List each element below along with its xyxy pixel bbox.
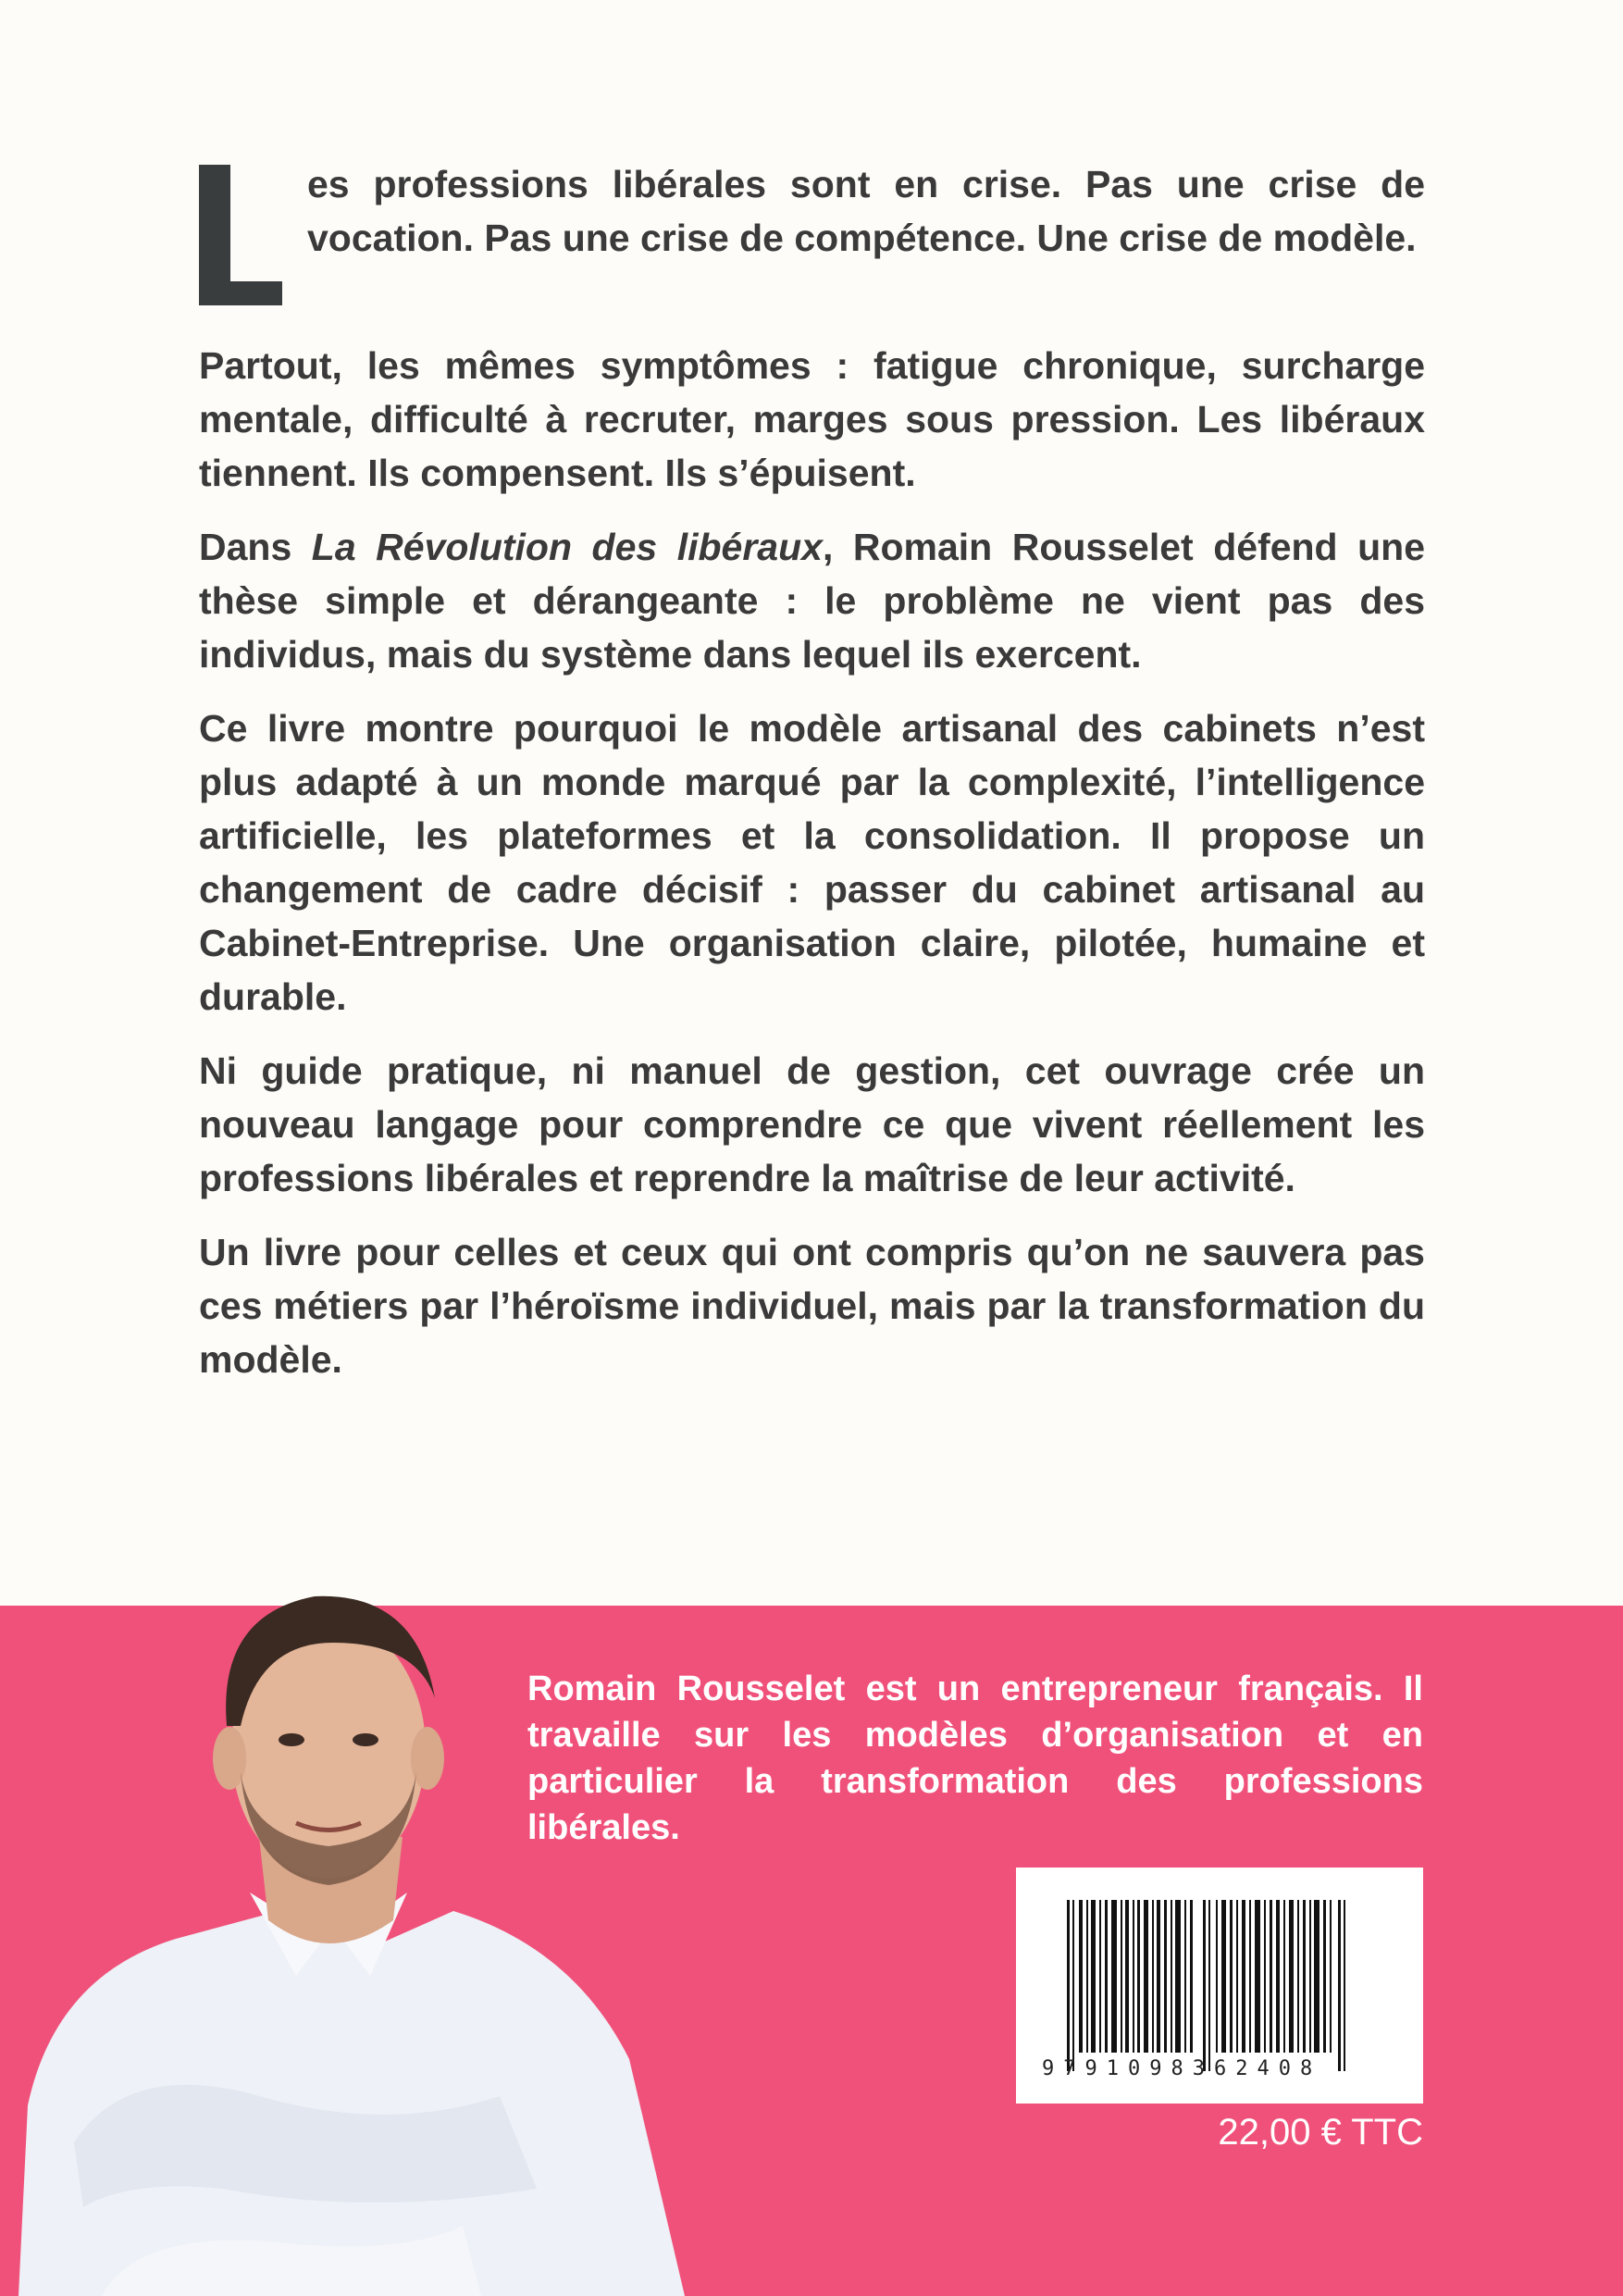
paragraph-symptoms: Partout, les mêmes symptômes : fatigue chronique, surcharge mentale, difficulté à recruter, marges sous pression. Les libéraux tiennent. Ils compensent. Ils s’épuisent. — [199, 344, 1425, 494]
isbn-digits: 9791098362408 — [1042, 2057, 1322, 2080]
book-title: La Révolution des libéraux — [311, 526, 823, 568]
price-label: 22,00 € TTC — [1218, 2112, 1423, 2153]
paragraph-thesis: Dans La Révolution des libéraux, Romain Rousselet défend une thèse simple et dérangeante : le problème ne vient pas des individus, mais du système dans lequel ils exercent. — [199, 526, 1426, 676]
intro-paragraph-block — [199, 157, 1425, 318]
dropcap-letter-l — [199, 165, 282, 305]
intro-paragraph: es professions libérales sont en crise. Pas une crise de vocation. Pas une crise de compétence. Une crise de modèle. — [307, 163, 1425, 259]
paragraph-language: Ni guide pratique, ni manuel de gestion, cet ouvrage crée un nouveau langage pour comprendre ce que vivent réellement les professions libérales et reprendre la maîtrise de leur activité. — [199, 1049, 1425, 1199]
paragraph-model: Ce livre montre pourquoi le modèle artisanal des cabinets n’est plus adapté à un monde marqué par la complexité, l’intelligence artificielle, les plateformes et la consolidation. Il propose un changement de cadre décisif : passer du cabinet artisanal au Cabinet-Entreprise. Une organisation claire, pilotée, humaine et durable. — [199, 707, 1425, 1018]
author-bio: Romain Rousselet est un entrepreneur français. Il travaille sur les modèles d’organisation et en particulier la transformation des professions libérales. — [527, 1669, 1423, 1847]
paragraph-closing: Un livre pour celles et ceux qui ont compris qu’on ne sauvera pas ces métiers par l’héroïsme individuel, mais par la transformation du modèle. — [199, 1231, 1425, 1381]
back-cover-blurb — [199, 157, 1425, 1407]
isbn-barcode — [1016, 1868, 1423, 2104]
author-portrait — [19, 1541, 740, 2296]
